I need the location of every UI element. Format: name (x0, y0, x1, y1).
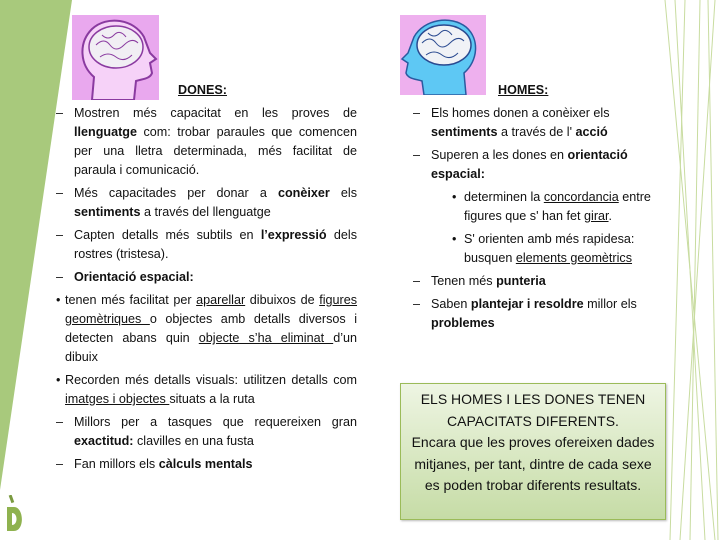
conclusion-line2: Encara que les proves ofereixen dades mitjanes, per tant, dintre de cada sexe es poden trobar diferents resultats. (411, 434, 655, 493)
item-text: els (329, 186, 357, 200)
item-text: tenen més facilitat per (65, 293, 197, 307)
item-text: orientació espacial: (431, 148, 628, 181)
item-text: entre figures que s' han fet (464, 190, 651, 223)
item-text: Saben (431, 297, 471, 311)
list-item (56, 226, 357, 264)
item-text: Recorden més detalls visuals: utilitzen detalls com (65, 373, 357, 387)
item-text: situats a la ruta (169, 392, 255, 406)
item-text: Orientació espacial: (74, 270, 194, 284)
list-item (56, 184, 357, 222)
item-text: càlculs mentals (158, 457, 253, 471)
item-text: Millors per a tasques que requereixen gran (74, 415, 357, 429)
item-text: a través del llenguatge (140, 205, 271, 219)
item-text: com: trobar paraules que comencen per una lletra determinada, més facilitat de paraula i comunicació. (74, 125, 357, 177)
item-text: l’expressió (260, 228, 327, 242)
item-text: conèixer (277, 186, 330, 200)
item-text: girar (584, 209, 609, 223)
list-item (413, 104, 657, 142)
dash-marker: – (56, 228, 64, 242)
list-item (56, 371, 357, 409)
item-text: elements geomètrics (515, 251, 633, 265)
item-text: sentiments (431, 125, 498, 139)
men-list (413, 104, 657, 337)
pink-brain-head-icon (72, 15, 159, 100)
item-text: imatges i objectes (65, 392, 170, 406)
list-item (413, 272, 657, 291)
decorative-lines (660, 0, 720, 540)
item-text: figures geomètriques (65, 293, 358, 326)
item-text: determinen la (464, 190, 544, 204)
item-text: exactitud: (74, 434, 134, 448)
item-text: Mostren més capacitat en les proves de (74, 106, 357, 120)
dash-marker: – (413, 106, 421, 120)
list-item (413, 188, 657, 226)
item-text: dibuixos de (245, 293, 320, 307)
conclusion-box (400, 383, 666, 520)
list-item (413, 146, 657, 184)
list-item (56, 291, 357, 367)
bullet-marker: • (56, 293, 61, 307)
dash-marker: – (56, 457, 64, 471)
women-list (56, 104, 357, 478)
item-text: o objectes amb detalls diversos i detecten abans quin (65, 312, 357, 345)
list-item (56, 268, 357, 287)
women-heading: DONES: (178, 83, 227, 97)
list-item (56, 413, 357, 451)
item-text: dels rostres (tristesa). (74, 228, 357, 261)
dash-marker: – (56, 186, 64, 200)
list-item (56, 104, 357, 180)
item-text: llenguatge (74, 125, 137, 139)
item-text: objecte s’ha eliminat (198, 331, 334, 345)
item-text: concordancia (543, 190, 619, 204)
dash-marker: – (56, 415, 64, 429)
item-text: d’un dibuix (65, 331, 358, 364)
d-logo-icon (4, 495, 26, 533)
dash-marker: – (413, 274, 421, 288)
item-text: Capten detalls més subtils en (74, 228, 261, 242)
men-heading: HOMES: (498, 83, 549, 97)
item-text: clavilles en una fusta (133, 434, 254, 448)
dash-marker: – (413, 148, 421, 162)
item-text: sentiments (74, 205, 141, 219)
dash-marker: – (56, 106, 64, 120)
item-text: Fan millors els (74, 457, 159, 471)
item-text: punteria (496, 274, 546, 288)
item-text: S' orienten amb més rapidesa: busquen (464, 232, 635, 265)
blue-brain-head-icon (400, 15, 486, 95)
dash-marker: – (413, 297, 421, 311)
item-text: a través de l' (497, 125, 576, 139)
dash-marker: – (56, 270, 64, 284)
item-text: plantejar i resoldre (470, 297, 584, 311)
bullet-marker: • (452, 190, 457, 204)
item-text: Superen a les dones en (431, 148, 568, 162)
list-item (413, 230, 657, 268)
item-text: aparellar (196, 293, 246, 307)
item-text: acció (575, 125, 608, 139)
item-text: . (608, 209, 613, 223)
bullet-marker: • (452, 232, 457, 246)
item-text: millor els (583, 297, 637, 311)
item-text: Tenen més (431, 274, 497, 288)
list-item (56, 455, 357, 474)
list-item (413, 295, 657, 333)
item-text: Més capacitades per donar a (74, 186, 278, 200)
bullet-marker: • (56, 373, 61, 387)
item-text: problemes (431, 316, 495, 330)
item-text: Els homes donen a conèixer els (431, 106, 610, 120)
conclusion-line1: ELS HOMES I LES DONES TENEN CAPACITATS DIFERENTS. (420, 391, 646, 429)
